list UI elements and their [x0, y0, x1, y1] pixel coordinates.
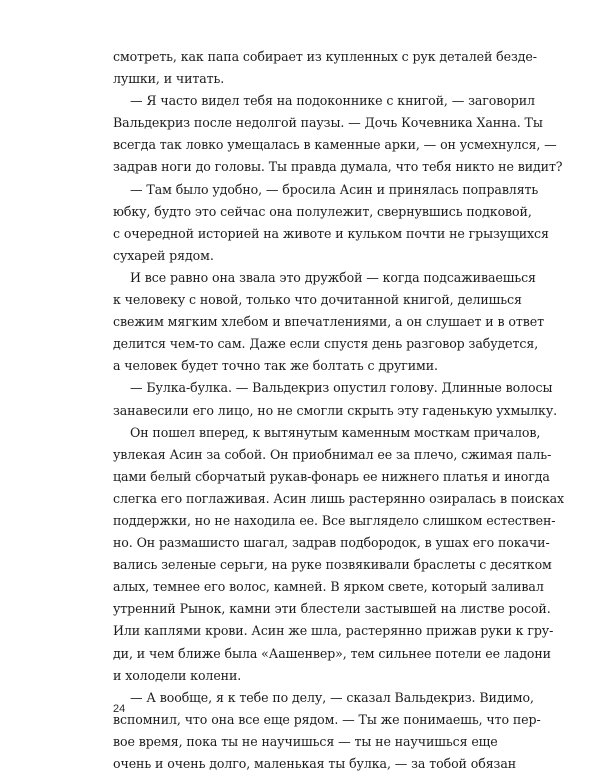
- text-line: вспомнил, что она все еще рядом. — Ты же понимаешь, что пер-: [113, 711, 541, 727]
- text-line: занавесили его лицо, но не смогли скрыть эту гаденькую ухмылку.: [113, 402, 558, 418]
- text-line: поддержки, но не находила ее. Все выглядело слишком естествен-: [113, 512, 556, 528]
- text-line: с очередной историей на животе и кульком почти не грызущихся: [113, 225, 549, 241]
- text-line: но. Он размашисто шагал, задрав подбородок, в ушах его покачи-: [113, 535, 550, 551]
- text-line: к человеку с новой, только что дочитанной книгой, делишься: [113, 292, 522, 308]
- text-line: — Там было удобно, — бросила Асин и принялась поправлять: [130, 181, 539, 197]
- text-line: Вальдекриз после недолгой паузы. — Дочь Кочевника Ханна. Ты: [113, 115, 543, 131]
- text-line: — Булка-булка. — Вальдекриз опустил голову. Длинные волосы: [130, 380, 553, 396]
- text-line: алых, темнее его волос, камней. В ярком свете, который заливал: [113, 579, 544, 595]
- page-number: 24: [113, 703, 126, 715]
- text-line: — Я часто видел тебя на подоконнике с книгой, — заговорил: [130, 93, 535, 109]
- text-line: смотреть, как папа собирает из купленных с рук деталей безде-: [113, 49, 537, 64]
- book-page-text: [113, 46, 565, 775]
- text-line: юбку, будто это сейчас она полулежит, свернувшись подковой,: [113, 203, 532, 219]
- text-line: делится чем-то сам. Даже если спустя день разговор забудется,: [113, 336, 539, 352]
- text-line: лушки, и читать.: [113, 71, 225, 87]
- text-line: и холодели колени.: [113, 667, 242, 683]
- text-line: а человек будет точно так же болтать с другими.: [113, 358, 438, 374]
- text-line: очень и очень долго, маленькая ты булка, — за тобой обязан: [113, 756, 517, 771]
- text-line: увлекая Асин за собой. Он приобнимал ее за плечо, сжимая паль-: [113, 446, 552, 462]
- text-line: цами белый сборчатый рукав-фонарь ее нижнего платья и иногда: [113, 468, 550, 484]
- text-line: всегда так ловко умещалась в каменные арки, — он усмехнулся, —: [113, 137, 557, 153]
- text-line: ди, и чем ближе была «Аашенвер», тем сильнее потели ее ладони: [113, 645, 551, 661]
- text-line: утренний Рынок, камни эти блестели застывшей на листве росой.: [113, 601, 551, 617]
- text-line: вались зеленые серьги, на руке позвякивали браслеты с десятком: [113, 557, 552, 573]
- text-line: сухарей рядом.: [113, 247, 214, 263]
- text-line: вое время, пока ты не научишься — ты не научишься еще: [113, 733, 498, 749]
- text-line: И все равно она звала это дружбой — когда подсаживаешься: [130, 269, 536, 285]
- text-line: Он пошел вперед, к вытянутым каменным мосткам причалов,: [130, 424, 541, 440]
- text-line: Или каплями крови. Асин же шла, растерянно прижав руки к гру-: [113, 623, 554, 639]
- text-line: слегка его поглаживая. Асин лишь растерянно озиралась в поисках: [113, 490, 565, 506]
- text-line: — А вообще, я к тебе по делу, — сказал Вальдекриз. Видимо,: [130, 689, 534, 705]
- text-line: свежим мягким хлебом и впечатлениями, а он слушает и в ответ: [113, 314, 544, 330]
- text-line: задрав ноги до головы. Ты правда думала, что тебя никто не видит?: [113, 159, 563, 175]
